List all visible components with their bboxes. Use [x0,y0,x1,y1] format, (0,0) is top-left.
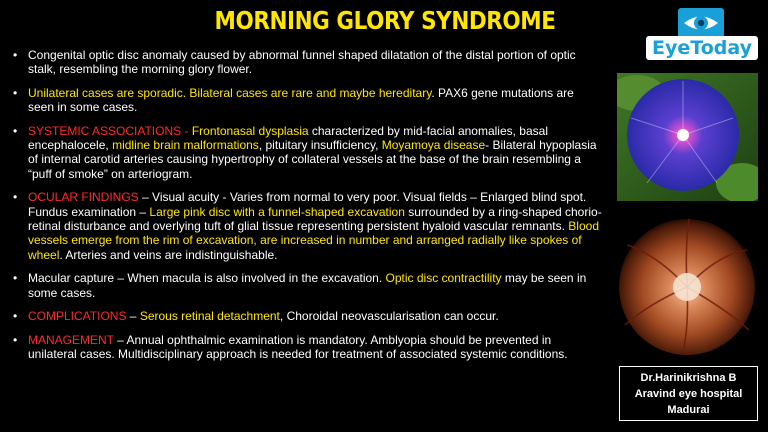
author-location: Madurai [667,404,710,416]
slide-title: MORNING GLORY SYNDROME [214,6,556,35]
text: – Visual acuity - Varies from normal to very poor. Visual fields – Enlarged blind spot. Fundus examination – [28,190,587,219]
author-affiliation: Aravind eye hospital [634,388,743,400]
text: – Annual ophthalmic examination is mandatory. Amblyopia should be prevented in unilateral cases. Multidisciplinary approach is needed for treatment of associated systemic conditions. [28,332,568,361]
text: Large pink disc with a funnel-shaped excavation [149,204,405,219]
text: midline brain malformations [112,138,259,153]
heading: COMPLICATIONS [28,309,127,324]
logo-text: EyeToday [646,36,758,60]
bullet-inheritance: • Unilateral cases are sporadic. Bilateral cases are rare and maybe hereditary. PAX6 gene mutations are seen in some cases. [13,85,574,115]
bullet-complications: • COMPLICATIONS – Serous retinal detachment, Choroidal neovascularisation can occur. [13,309,499,324]
bullet-macular-capture: • Macular capture – When macula is also involved in the excavation. Optic disc contractility may be seen in some cases. [13,271,587,300]
text: Frontonasal dysplasia [191,123,309,138]
text: . Arteries and veins are indistinguishable. [59,247,278,262]
text: Moyamoya disease [381,138,486,153]
morning-glory-flower-image [617,73,758,201]
bullet-management: • MANAGEMENT – Annual ophthalmic examination is mandatory. Amblyopia should be prevented in unilateral cases. Multidisciplinary approach is needed for treatment of associated systemic conditions. [13,332,568,361]
text: Optic disc contractility [385,271,502,286]
author-name: Dr.Harinikrishna B [640,372,737,384]
heading: MANAGEMENT [28,332,114,347]
text: may be seen in some cases. [28,271,587,300]
text: Congenital optic disc anomaly caused by abnormal funnel shaped dilatation of the distal portion of optic stalk, resembling the morning glory flower. [28,48,576,77]
eyetoday-logo [646,8,758,58]
text: , Choroidal neovascularisation can occur. [279,309,499,324]
text: Unilateral cases are sporadic. Bilateral cases are rare and maybe hereditary [28,85,432,100]
fundus-photograph [617,215,758,355]
text: Blood vessels emerge from the rim of excavation, are increased in number and arranged radially like spokes of wheel [28,219,599,262]
text: - Bilateral hypoplasia of internal carotid arteries causing hypertrophy of collateral vessels at the base of the brain resembling a “puff of smoke” on arteriogram. [28,138,597,181]
text: surrounded by a ring-shaped chorio-retinal disturbance and overlying tuft of glial tissue representing persistent hyaloid vascular remnants. [28,204,602,234]
text: Serous retinal detachment [139,309,280,324]
heading: OCULAR FINDINGS [28,190,139,205]
text: , pituitary insufficiency, [258,138,382,153]
eye-icon [678,8,724,38]
bullet-definition: • Congenital optic disc anomaly caused by abnormal funnel shaped dilatation of the distal portion of optic stalk, resembling the morning glory flower. [13,48,576,77]
heading: SYSTEMIC ASSOCIATIONS - [28,123,192,138]
text: – [126,309,140,324]
text: characterized by mid-facial anomalies, basal encephalocele, [28,123,548,153]
bullet-ocular-findings: • OCULAR FINDINGS – Visual acuity - Varies from normal to very poor. Visual fields – Enlarged blind spot. Fundus examination – Large pink disc with a funnel-shaped excavation surrounded by a ring-shaped chorio-retinal disturbance and overlying tuft of glial tissue representing persistent hyaloid vascular remnants. Blood vessels emerge from the rim of excavation, are increased in number and arranged radially like spokes of wheel. Arteries and veins are indistinguishable. [13,190,602,262]
bullet-list [12,48,602,370]
author-credit-box [619,366,758,421]
bullet-systemic-associations: • SYSTEMIC ASSOCIATIONS - Frontonasal dysplasia characterized by mid-facial anomalies, basal encephalocele, midline brain malformations, pituitary insufficiency, Moyamoya disease- Bilateral hypoplasia of internal carotid arteries causing hypertrophy of collateral vessels at the base of the brain resembling a “puff of smoke” on arteriogram. [13,123,597,181]
text: . PAX6 gene mutations are seen in some cases. [28,85,574,115]
text: Macular capture – When macula is also involved in the excavation. [28,271,386,286]
